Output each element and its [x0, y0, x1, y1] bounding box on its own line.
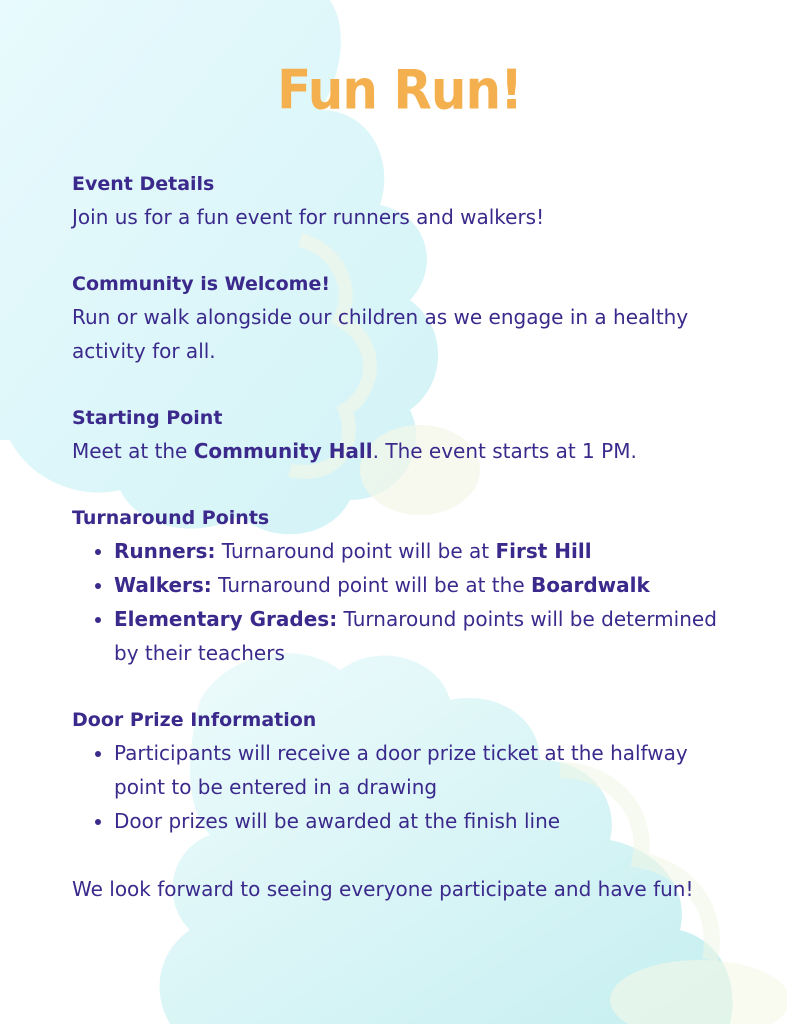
list-item: • Door prizes will be awarded at the finish line: [114, 804, 727, 838]
starting-point-heading: Starting Point: [72, 407, 223, 429]
starting-point-text-before: Meet at the: [72, 439, 194, 463]
page-title: Fun Run!: [277, 58, 522, 122]
turnaround-list: [72, 534, 727, 670]
list-item: [114, 568, 727, 602]
turnaround-label: Elementary Grades:: [114, 607, 338, 631]
event-details-body: Join us for a fun event for runners and walkers!: [72, 205, 545, 229]
community-body: Run or walk alongside our children as we engage in a healthy activity for all.: [72, 305, 689, 363]
turnaround-location: Boardwalk: [530, 573, 650, 597]
section-turnaround: [72, 502, 727, 670]
door-prize-list: [72, 736, 727, 838]
door-prize-heading: Door Prize Information: [72, 709, 317, 731]
list-item: [114, 602, 727, 670]
turnaround-label: Walkers:: [114, 573, 212, 597]
starting-point-body: [72, 434, 727, 468]
turnaround-heading: Turnaround Points: [72, 507, 270, 529]
turnaround-location: First Hill: [495, 539, 592, 563]
community-heading: Community is Welcome!: [72, 273, 331, 295]
section-community: [72, 268, 727, 368]
event-details-heading: Event Details: [72, 173, 215, 195]
section-door-prize: [72, 704, 727, 838]
section-starting-point: [72, 402, 727, 468]
list-item: • Participants will receive a door prize ticket at the halfway point to be entered in a drawing: [114, 736, 727, 804]
starting-point-location: Community Hall: [193, 439, 373, 463]
turnaround-label: Runners:: [114, 539, 216, 563]
section-event-details: [72, 168, 727, 234]
turnaround-text: Turnaround points will be determined by their teachers: [114, 607, 717, 665]
section-closing: [72, 872, 727, 906]
closing-body: We look forward to seeing everyone participate and have fun!: [72, 877, 694, 901]
starting-point-text-after: . The event starts at 1 PM.: [372, 439, 637, 463]
turnaround-text: Turnaround point will be at the: [211, 573, 531, 597]
turnaround-text: Turnaround point will be at: [215, 539, 496, 563]
list-item: [114, 534, 727, 568]
